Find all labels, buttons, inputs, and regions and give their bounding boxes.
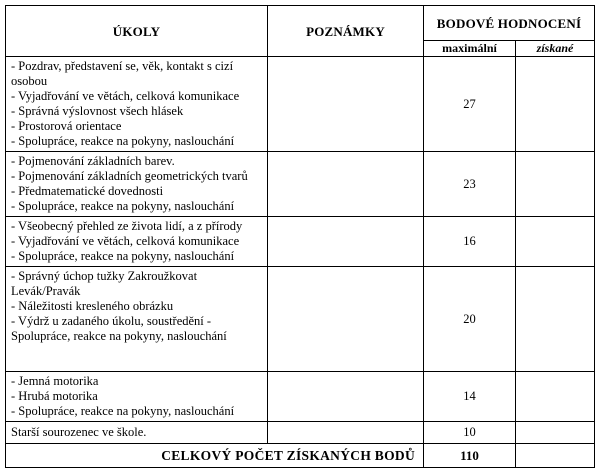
total-label: CELKOVÝ POČET ZÍSKANÝCH BODŮ (6, 444, 424, 468)
task-line: - Vyjadřování ve větách, celková komunikace (11, 234, 240, 248)
gained-points-cell[interactable] (516, 152, 595, 217)
gained-points-cell[interactable] (516, 267, 595, 372)
table-row (6, 152, 595, 217)
scoring-table (5, 5, 595, 468)
table-row (6, 267, 595, 372)
notes-cell[interactable] (268, 152, 424, 217)
header-row (6, 6, 595, 41)
total-row (6, 444, 595, 468)
task-line: - Všeobecný přehled ze života lidí, a z přírody (11, 219, 243, 233)
header-gained: získané (516, 41, 595, 57)
table-row (6, 372, 595, 422)
task-line: - Výdrž u zadaného úkolu, soustředění - (11, 314, 212, 328)
max-points: 23 (424, 152, 516, 217)
task-line: - Prostorová orientace (11, 119, 122, 133)
tasks-cell (6, 152, 268, 217)
table-row (6, 217, 595, 267)
header-tasks: ÚKOLY (6, 6, 268, 57)
tasks-cell (6, 217, 268, 267)
task-line: - Pojmenování základních barev. (11, 154, 175, 168)
task-line: - Pojmenování základních geometrických tvarů (11, 169, 248, 183)
notes-cell[interactable] (268, 422, 424, 444)
task-line: - Hrubá motorika (11, 389, 98, 403)
task-line: - Předmatematické dovednosti (11, 184, 164, 198)
tasks-cell (6, 372, 268, 422)
task-line: - Vyjadřování ve větách, celková komunikace (11, 89, 240, 103)
task-line: - Správný úchop tužky Zakroužkovat (11, 269, 198, 283)
task-line: - Jemná motorika (11, 374, 99, 388)
tasks-cell (6, 422, 268, 444)
task-line: osobou (11, 74, 48, 88)
gained-points-cell[interactable] (516, 422, 595, 444)
max-points: 27 (424, 57, 516, 152)
tasks-cell (6, 57, 268, 152)
notes-cell[interactable] (268, 217, 424, 267)
task-line: Levák/Pravák (11, 284, 81, 298)
notes-cell[interactable] (268, 57, 424, 152)
task-line: - Spolupráce, reakce na pokyny, naslouchání (11, 249, 235, 263)
notes-cell[interactable] (268, 267, 424, 372)
header-notes: POZNÁMKY (268, 6, 424, 57)
gained-points-cell[interactable] (516, 57, 595, 152)
task-line: Spolupráce, reakce na pokyny, naslouchání (11, 329, 227, 343)
total-max-points: 110 (424, 444, 516, 468)
max-points: 10 (424, 422, 516, 444)
tasks-cell (6, 267, 268, 372)
max-points: 14 (424, 372, 516, 422)
max-points: 20 (424, 267, 516, 372)
task-line: - Spolupráce, reakce na pokyny, naslouchání (11, 199, 235, 213)
task-line: - Náležitosti kresleného obrázku (11, 299, 174, 313)
table-row (6, 422, 595, 444)
table-row (6, 57, 595, 152)
header-max: maximální (424, 41, 516, 57)
notes-cell[interactable] (268, 372, 424, 422)
task-line: - Spolupráce, reakce na pokyny, naslouchání (11, 404, 235, 418)
total-gained-cell[interactable] (516, 444, 595, 468)
task-line: - Spolupráce, reakce na pokyny, naslouchání (11, 134, 235, 148)
gained-points-cell[interactable] (516, 372, 595, 422)
task-line: - Správná výslovnost všech hlásek (11, 104, 184, 118)
max-points: 16 (424, 217, 516, 267)
task-line: Starší sourozenec ve škole. (11, 425, 147, 439)
task-line: - Pozdrav, představení se, věk, kontakt s cizí (11, 59, 234, 73)
gained-points-cell[interactable] (516, 217, 595, 267)
header-scoring: BODOVÉ HODNOCENÍ (424, 6, 595, 41)
